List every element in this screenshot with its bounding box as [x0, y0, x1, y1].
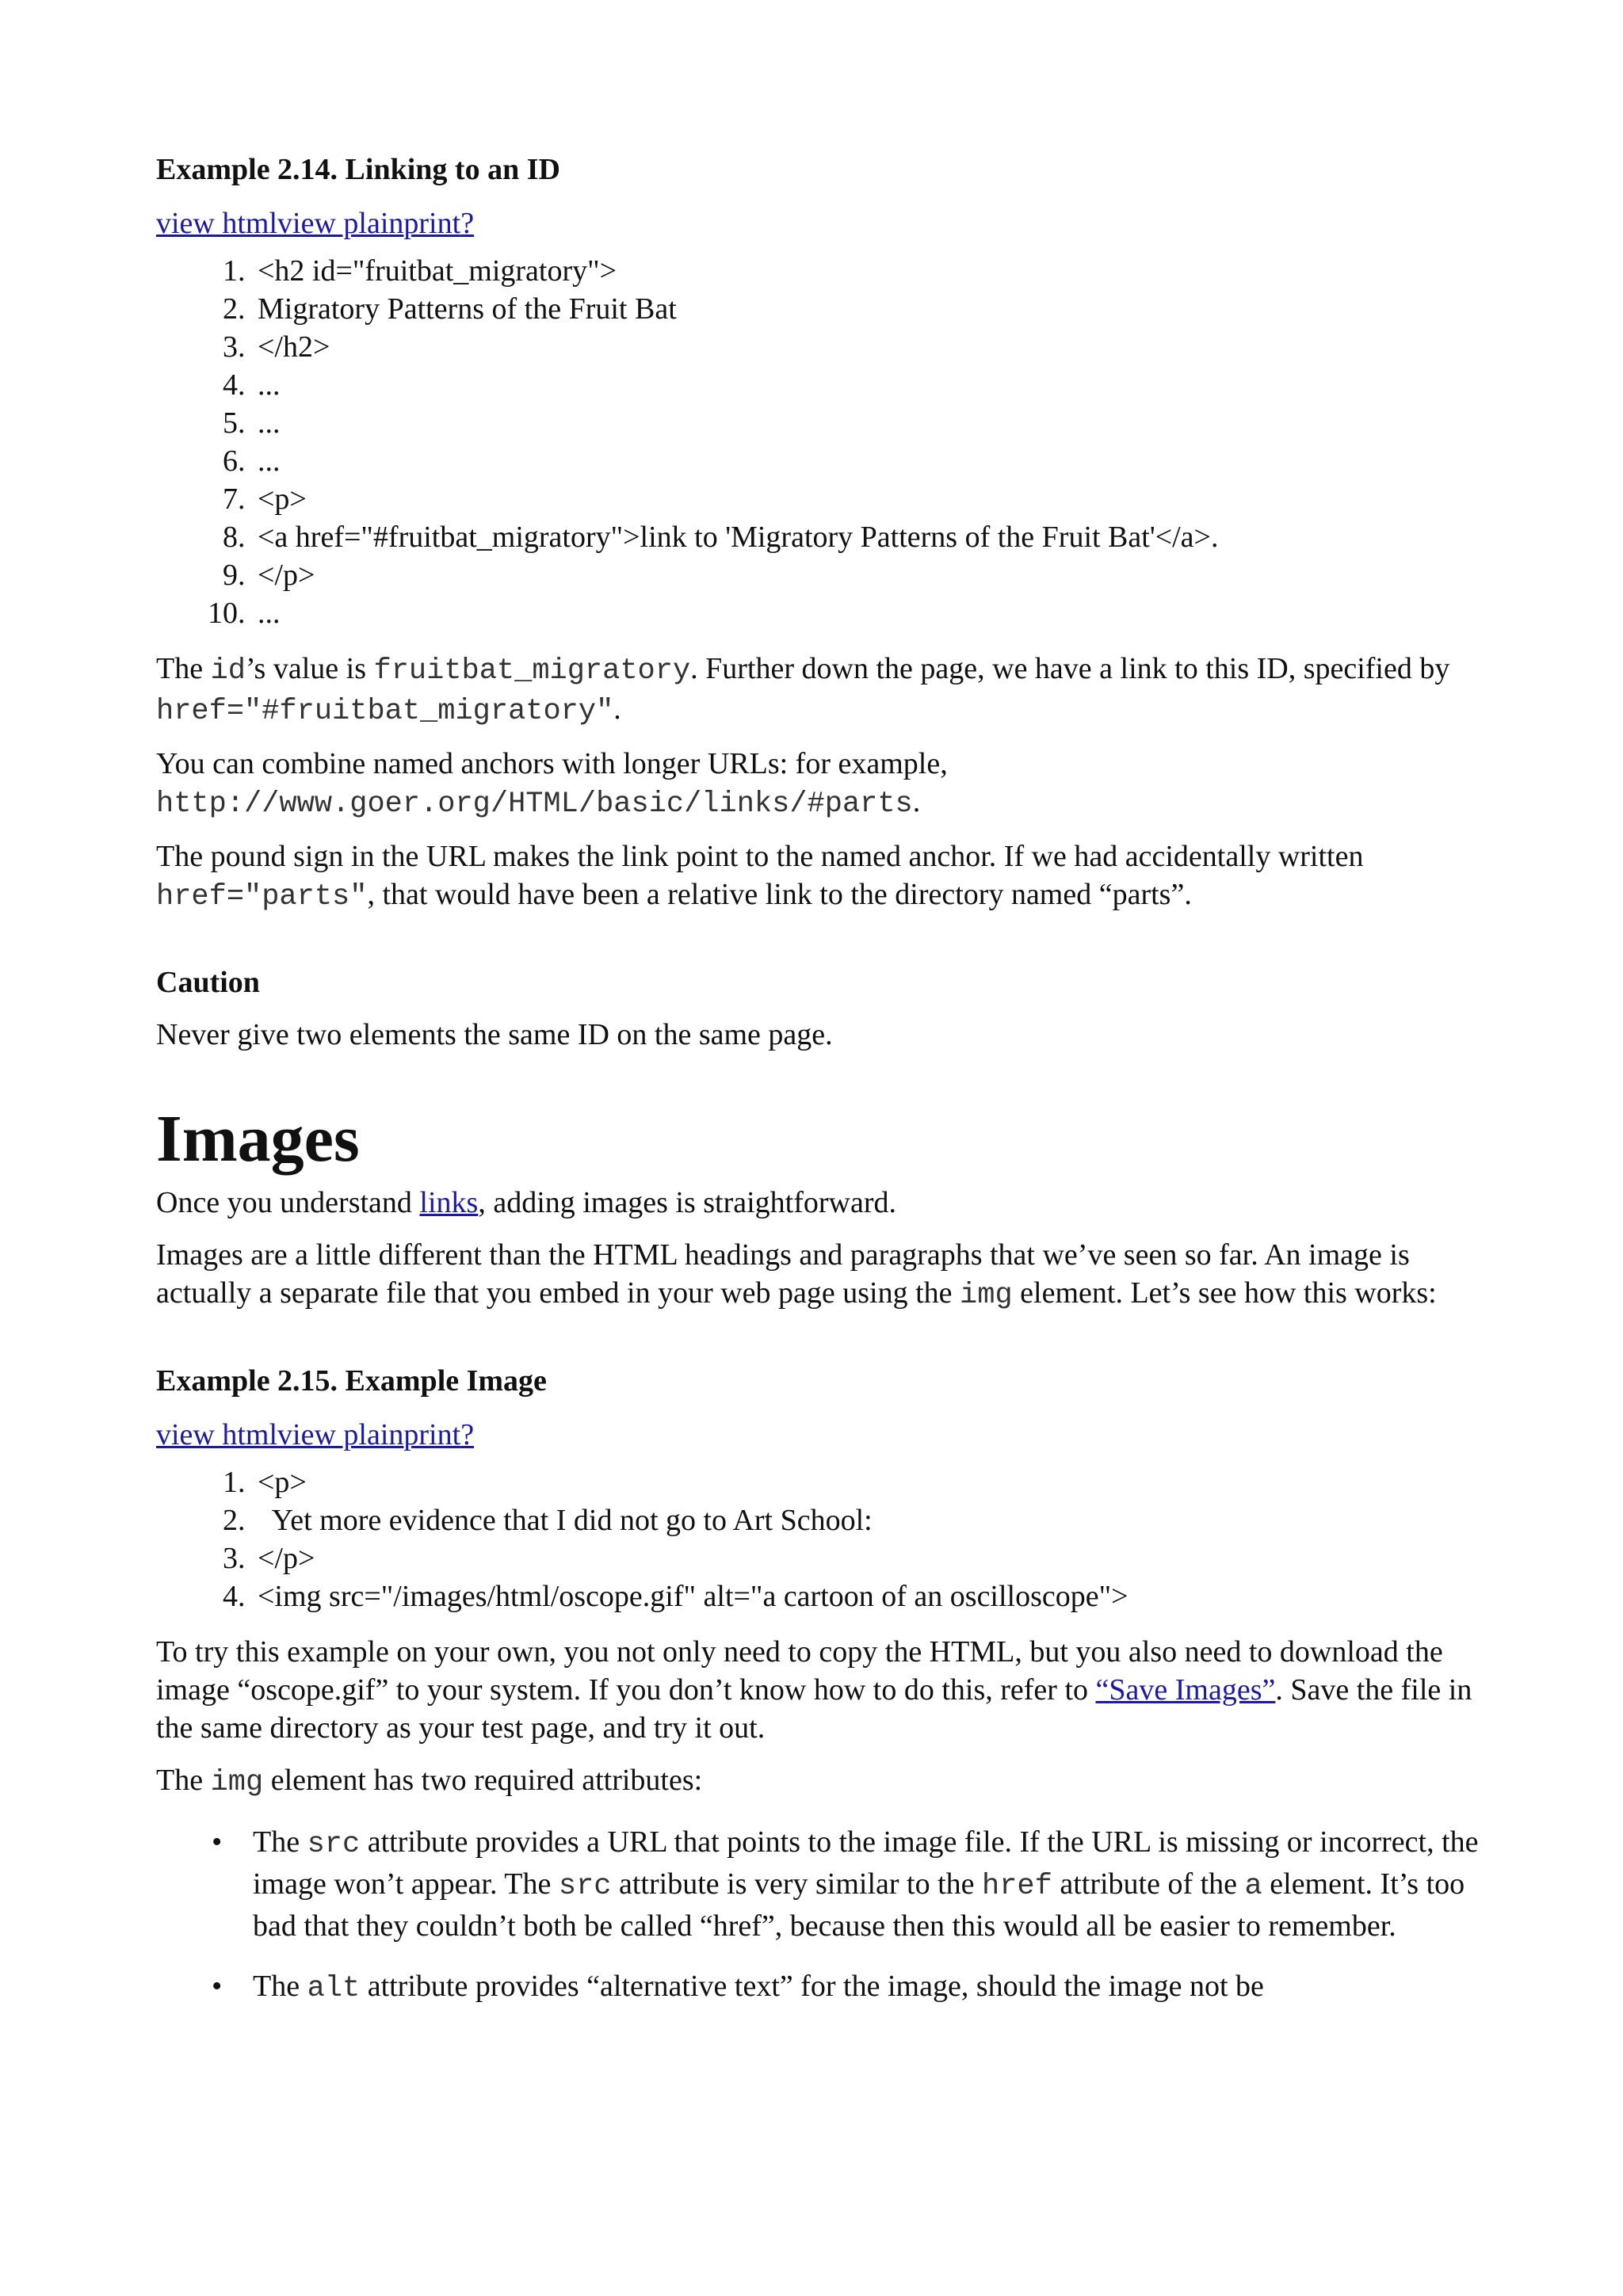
text: attribute is very similar to the: [611, 1867, 983, 1901]
text: Once you understand: [156, 1186, 420, 1219]
save-images-link[interactable]: “Save Images”: [1095, 1673, 1276, 1707]
code-line: 10. ...: [253, 594, 1487, 632]
text: .: [613, 692, 621, 726]
text: element has two required attributes:: [263, 1764, 703, 1797]
inline-code: img: [960, 1279, 1013, 1312]
paragraph: [156, 1761, 1487, 1802]
print-link[interactable]: print: [403, 207, 461, 240]
code-line-text: Yet more evidence that I did not go to Art School:: [258, 1504, 873, 1537]
code-line: 3. </h2>: [253, 328, 1487, 366]
inline-code: id: [210, 654, 246, 688]
code-line: 4. <img src="/images/html/oscope.gif" alt="a cartoon of an oscilloscope">: [253, 1577, 1487, 1615]
inline-code: fruitbat_migratory: [373, 654, 691, 688]
text: . Save the file in the same directory as your test page, and try it out.: [156, 1673, 1472, 1745]
inline-code: href="parts": [156, 880, 368, 913]
bullet-icon: •: [212, 1970, 223, 2003]
text: Images are a little different than the HTML headings and paragraphs that we’ve seen so far. An image is actually a separate file that you embed in your web page using the: [156, 1238, 1410, 1310]
code-line: 4. ...: [253, 366, 1487, 404]
code-line: [253, 1501, 1487, 1539]
list-item: [212, 1966, 1487, 2008]
document-content: [156, 151, 1487, 2029]
text: The pound sign in the URL makes the link point to the named anchor. If we had accidentally written: [156, 840, 1364, 873]
inline-code: href="#fruitbat_migratory": [156, 695, 614, 728]
code-line: 1. <p>: [253, 1463, 1487, 1501]
text: attribute provides “alternative text” for the image, should the image not be: [360, 1970, 1264, 2003]
example-title: Example 2.15. Example Image: [156, 1364, 547, 1398]
code-line: 3. </p>: [253, 1539, 1487, 1577]
paragraph: [156, 650, 1487, 730]
caution-heading: Caution: [156, 966, 260, 999]
code-line: 6. ...: [253, 442, 1487, 480]
view-html-link[interactable]: view html: [156, 207, 278, 240]
inline-code: src: [307, 1828, 361, 1861]
text: .: [912, 785, 921, 818]
caution-text: Never give two elements the same ID on the same page.: [156, 1018, 833, 1051]
text: element. It’s too bad that they couldn’t both be called “href”, because then this would all be easier to remember.: [253, 1867, 1465, 1943]
section-heading: Images: [156, 1102, 360, 1176]
inline-code: alt: [307, 1972, 361, 2005]
code-line: 5. ...: [253, 404, 1487, 442]
code-line: 8. <a href="#fruitbat_migratory">link to 'Migratory Patterns of the Fruit Bat'</a>.: [253, 518, 1487, 556]
text: ’s value is: [246, 652, 374, 685]
attribute-list: [156, 1822, 1487, 2008]
paragraph: [156, 1184, 1487, 1222]
text: The: [156, 652, 211, 685]
paragraph: [156, 837, 1487, 916]
code-line: 7. <p>: [253, 480, 1487, 518]
code-line: 1. <h2 id="fruitbat_migratory">: [253, 252, 1487, 290]
view-plain-link[interactable]: view plain: [277, 207, 404, 240]
text: To try this example on your own, you not only need to copy the HTML, but you also need to download the image “oscope.gif” to your system. If you don’t know how to do this, refer to: [156, 1635, 1443, 1707]
help-link[interactable]: ?: [460, 207, 475, 240]
code-view-links: [156, 1416, 1487, 1454]
text: , adding images is straightforward.: [478, 1186, 896, 1219]
paragraph: [156, 1633, 1487, 1747]
inline-code: http://www.goer.org/HTML/basic/links/#parts: [156, 788, 913, 821]
code-line: 2. Migratory Patterns of the Fruit Bat: [253, 290, 1487, 328]
inline-code: src: [558, 1870, 612, 1903]
text: The: [253, 1825, 307, 1859]
paragraph: [156, 1236, 1487, 1314]
text: The: [253, 1970, 307, 2003]
code-listing: [156, 1463, 1487, 1615]
text: You can combine named anchors with longer URLs: for example,: [156, 747, 948, 780]
code-line: 9. </p>: [253, 556, 1487, 594]
text: element. Let’s see how this works:: [1012, 1276, 1437, 1310]
list-item: [212, 1822, 1487, 1946]
print-link[interactable]: print: [403, 1418, 461, 1451]
inline-code: img: [210, 1766, 264, 1799]
text: attribute provides a URL that points to the image file. If the URL is missing or incorrect, the image won’t appear. The: [253, 1825, 1479, 1901]
help-link[interactable]: ?: [460, 1418, 475, 1451]
view-plain-link[interactable]: view plain: [277, 1418, 404, 1451]
paragraph: [156, 745, 1487, 823]
links-link[interactable]: links: [419, 1186, 479, 1219]
example-title: Example 2.14. Linking to an ID: [156, 153, 560, 186]
text: The: [156, 1764, 211, 1797]
bullet-icon: •: [212, 1825, 223, 1859]
inline-code: a: [1244, 1870, 1262, 1903]
text: . Further down the page, we have a link to this ID, specified by: [690, 652, 1450, 685]
inline-code: href: [982, 1870, 1052, 1903]
view-html-link[interactable]: view html: [156, 1418, 278, 1451]
text: attribute of the: [1052, 1867, 1245, 1901]
text: , that would have been a relative link to the directory named “parts”.: [367, 878, 1192, 911]
code-view-links: [156, 204, 1487, 242]
code-listing: [156, 252, 1487, 632]
